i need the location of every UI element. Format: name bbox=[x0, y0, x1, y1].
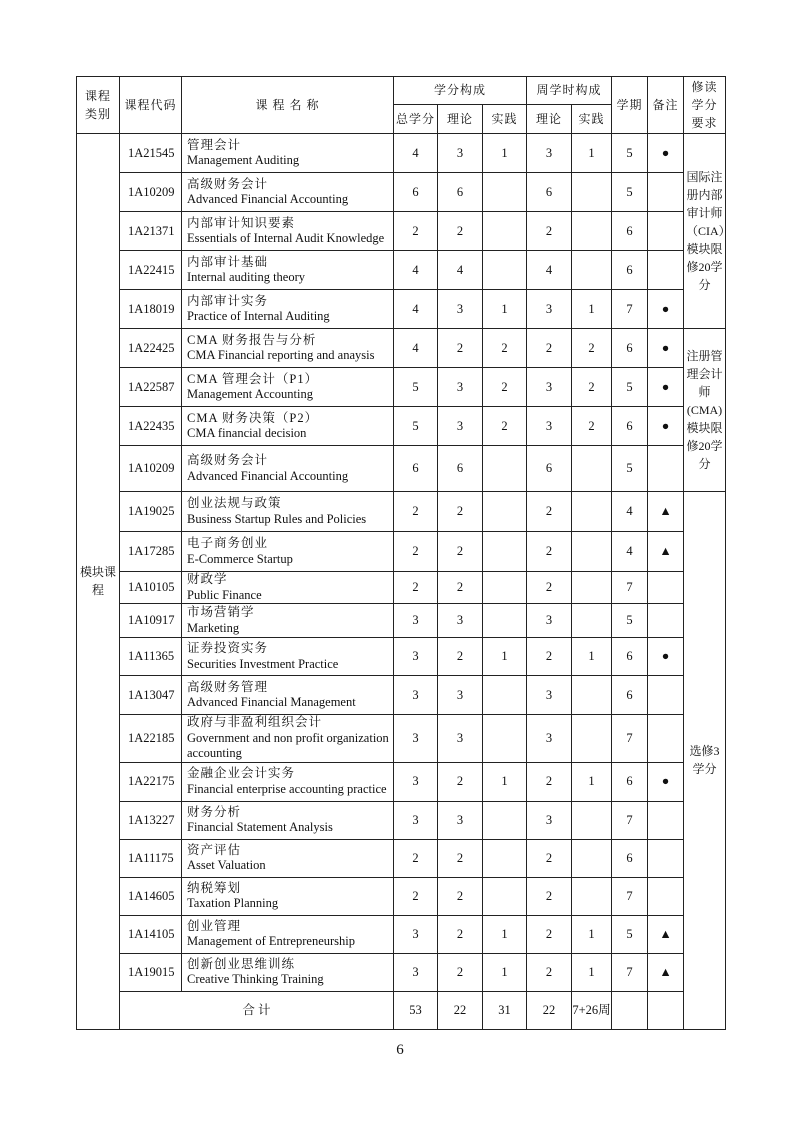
semester: 7 bbox=[612, 715, 648, 763]
course-name-en: Creative Thinking Training bbox=[187, 972, 324, 986]
course-name-en: Management of Entrepreneurship bbox=[187, 934, 355, 948]
credit-practice bbox=[483, 532, 527, 572]
credit-total: 3 bbox=[394, 762, 438, 801]
hours-practice bbox=[572, 212, 612, 251]
course-name bbox=[182, 368, 394, 407]
header-hours-theory: 理论 bbox=[527, 105, 572, 134]
credit-practice bbox=[483, 604, 527, 638]
credit-total: 3 bbox=[394, 715, 438, 763]
hours-practice: 2 bbox=[572, 368, 612, 407]
course-row bbox=[77, 953, 726, 991]
credit-practice: 1 bbox=[483, 134, 527, 173]
semester: 7 bbox=[612, 953, 648, 991]
course-code: 1A22425 bbox=[120, 329, 182, 368]
semester: 5 bbox=[612, 173, 648, 212]
hours-theory: 6 bbox=[527, 446, 572, 492]
hours-theory: 2 bbox=[527, 915, 572, 953]
course-name-en: Business Startup Rules and Policies bbox=[187, 511, 367, 526]
remark-mark bbox=[648, 446, 684, 492]
semester: 5 bbox=[612, 368, 648, 407]
course-name-en: Advanced Financial Accounting bbox=[187, 468, 349, 483]
course-row bbox=[77, 329, 726, 368]
credit-total: 4 bbox=[394, 251, 438, 290]
course-name bbox=[182, 915, 394, 953]
course-name-cn: 政府与非盈利组织会计 bbox=[187, 715, 323, 729]
credit-practice: 1 bbox=[483, 290, 527, 329]
credit-practice: 1 bbox=[483, 953, 527, 991]
hours-practice bbox=[572, 532, 612, 572]
course-name-en: Financial Statement Analysis bbox=[187, 820, 333, 834]
course-row bbox=[77, 839, 726, 877]
course-name bbox=[182, 676, 394, 715]
course-name-cn: 市场营销学 bbox=[187, 605, 255, 619]
hours-practice: 1 bbox=[572, 290, 612, 329]
credit-theory: 3 bbox=[438, 368, 483, 407]
credit-total: 2 bbox=[394, 492, 438, 532]
remark-mark bbox=[648, 676, 684, 715]
credit-practice bbox=[483, 715, 527, 763]
course-row bbox=[77, 251, 726, 290]
course-name-en: Asset Valuation bbox=[187, 858, 266, 872]
header-name: 课 程 名 称 bbox=[182, 77, 394, 134]
semester: 5 bbox=[612, 134, 648, 173]
credit-theory: 2 bbox=[438, 915, 483, 953]
credit-total: 6 bbox=[394, 446, 438, 492]
hours-theory: 2 bbox=[527, 953, 572, 991]
course-row bbox=[77, 572, 726, 604]
course-name-en: CMA financial decision bbox=[187, 426, 307, 440]
credit-practice: 2 bbox=[483, 368, 527, 407]
remark-mark bbox=[648, 212, 684, 251]
course-name bbox=[182, 251, 394, 290]
credit-theory: 2 bbox=[438, 572, 483, 604]
course-name-cn: 管理会计 bbox=[187, 137, 242, 152]
credit-theory: 4 bbox=[438, 251, 483, 290]
remark-mark bbox=[648, 572, 684, 604]
course-row bbox=[77, 638, 726, 676]
course-name-en: CMA Financial reporting and anaysis bbox=[187, 348, 375, 362]
course-name-en: Management Accounting bbox=[187, 387, 314, 401]
course-code: 1A10105 bbox=[120, 572, 182, 604]
page-number: 6 bbox=[396, 1042, 404, 1058]
hours-theory: 3 bbox=[527, 801, 572, 839]
hours-theory: 2 bbox=[527, 638, 572, 676]
course-name-cn: 财政学 bbox=[187, 572, 228, 586]
remark-mark: ● bbox=[648, 638, 684, 676]
course-name bbox=[182, 173, 394, 212]
hours-practice: 1 bbox=[572, 638, 612, 676]
course-name-cn: 纳税筹划 bbox=[187, 880, 242, 895]
course-name-en: Advanced Financial Accounting bbox=[187, 192, 349, 206]
semester: 6 bbox=[612, 638, 648, 676]
remark-mark: ▲ bbox=[648, 915, 684, 953]
credit-theory: 3 bbox=[438, 290, 483, 329]
header-credit-theory: 理论 bbox=[438, 105, 483, 134]
hours-theory: 2 bbox=[527, 762, 572, 801]
course-code: 1A21371 bbox=[120, 212, 182, 251]
course-name bbox=[182, 715, 394, 763]
total-remark bbox=[648, 991, 684, 1029]
credit-practice: 1 bbox=[483, 915, 527, 953]
course-name-en: Advanced Financial Management bbox=[187, 695, 356, 709]
hours-theory: 3 bbox=[527, 407, 572, 446]
course-name-cn: 资产评估 bbox=[187, 842, 242, 857]
hours-theory: 3 bbox=[527, 290, 572, 329]
hours-practice: 2 bbox=[572, 407, 612, 446]
hours-theory: 3 bbox=[527, 604, 572, 638]
header-credit-total: 总学分 bbox=[394, 105, 438, 134]
category-cell: 模块课程 bbox=[77, 134, 120, 1030]
course-row bbox=[77, 290, 726, 329]
course-row bbox=[77, 212, 726, 251]
semester: 6 bbox=[612, 212, 648, 251]
course-code: 1A22415 bbox=[120, 251, 182, 290]
hours-theory: 4 bbox=[527, 251, 572, 290]
total-hours-practice: 7+26周 bbox=[572, 991, 612, 1029]
credit-theory: 2 bbox=[438, 877, 483, 915]
course-name bbox=[182, 762, 394, 801]
credit-practice: 2 bbox=[483, 407, 527, 446]
hours-practice: 1 bbox=[572, 915, 612, 953]
semester: 5 bbox=[612, 446, 648, 492]
hours-theory: 3 bbox=[527, 715, 572, 763]
course-code: 1A10917 bbox=[120, 604, 182, 638]
credit-practice bbox=[483, 492, 527, 532]
remark-mark: ● bbox=[648, 329, 684, 368]
course-name-cn: 创新创业思维训练 bbox=[187, 956, 296, 971]
credit-total: 2 bbox=[394, 839, 438, 877]
credit-total: 3 bbox=[394, 915, 438, 953]
total-row bbox=[77, 991, 726, 1029]
credit-total: 2 bbox=[394, 212, 438, 251]
hours-practice bbox=[572, 604, 612, 638]
course-name-cn: 财务分析 bbox=[187, 804, 242, 819]
course-name bbox=[182, 953, 394, 991]
total-practice: 31 bbox=[483, 991, 527, 1029]
credit-theory: 3 bbox=[438, 407, 483, 446]
course-name-cn: 高级财务管理 bbox=[187, 679, 269, 694]
semester: 6 bbox=[612, 762, 648, 801]
hours-theory: 3 bbox=[527, 134, 572, 173]
credit-practice bbox=[483, 173, 527, 212]
course-code: 1A10209 bbox=[120, 446, 182, 492]
course-name bbox=[182, 446, 394, 492]
course-name bbox=[182, 492, 394, 532]
credit-theory: 2 bbox=[438, 329, 483, 368]
credit-theory: 3 bbox=[438, 676, 483, 715]
semester: 6 bbox=[612, 407, 648, 446]
course-code: 1A21545 bbox=[120, 134, 182, 173]
hours-theory: 2 bbox=[527, 492, 572, 532]
remark-mark bbox=[648, 173, 684, 212]
course-code: 1A18019 bbox=[120, 290, 182, 329]
credit-theory: 3 bbox=[438, 604, 483, 638]
course-code: 1A10209 bbox=[120, 173, 182, 212]
credit-theory: 2 bbox=[438, 953, 483, 991]
remark-mark bbox=[648, 604, 684, 638]
course-row bbox=[77, 173, 726, 212]
course-code: 1A19015 bbox=[120, 953, 182, 991]
course-row bbox=[77, 762, 726, 801]
hours-theory: 2 bbox=[527, 329, 572, 368]
course-row bbox=[77, 801, 726, 839]
hours-practice bbox=[572, 572, 612, 604]
course-name-cn: 内部审计基础 bbox=[187, 254, 269, 269]
hours-theory: 2 bbox=[527, 532, 572, 572]
course-code: 1A22587 bbox=[120, 368, 182, 407]
course-name bbox=[182, 638, 394, 676]
hours-theory: 6 bbox=[527, 173, 572, 212]
course-name-cn: 金融企业会计实务 bbox=[187, 766, 296, 780]
header-hours-group: 周学时构成 bbox=[527, 77, 612, 105]
course-name-cn: 高级财务会计 bbox=[187, 176, 269, 191]
remark-mark bbox=[648, 801, 684, 839]
semester: 4 bbox=[612, 532, 648, 572]
hours-practice: 2 bbox=[572, 329, 612, 368]
course-name-en: Management Auditing bbox=[187, 153, 300, 167]
hours-theory: 3 bbox=[527, 368, 572, 407]
header-hours-practice: 实践 bbox=[572, 105, 612, 134]
credit-practice bbox=[483, 676, 527, 715]
semester: 7 bbox=[612, 572, 648, 604]
course-table bbox=[76, 76, 731, 1030]
course-name-en: Financial enterprise accounting practice bbox=[187, 781, 387, 796]
remark-mark: ● bbox=[648, 368, 684, 407]
credit-practice: 2 bbox=[483, 329, 527, 368]
course-name-cn: 高级财务会计 bbox=[187, 453, 269, 467]
hours-practice bbox=[572, 492, 612, 532]
course-name bbox=[182, 877, 394, 915]
remark-mark: ● bbox=[648, 290, 684, 329]
total-hours-theory: 22 bbox=[527, 991, 572, 1029]
course-code: 1A22435 bbox=[120, 407, 182, 446]
hours-practice bbox=[572, 715, 612, 763]
course-name-cn: 内部审计知识要素 bbox=[187, 215, 296, 230]
header-code: 课程代码 bbox=[120, 77, 182, 134]
credit-total: 2 bbox=[394, 532, 438, 572]
total-credit: 53 bbox=[394, 991, 438, 1029]
credit-total: 3 bbox=[394, 604, 438, 638]
semester: 6 bbox=[612, 251, 648, 290]
credit-total: 2 bbox=[394, 572, 438, 604]
credit-total: 3 bbox=[394, 676, 438, 715]
header-credit-practice: 实践 bbox=[483, 105, 527, 134]
credit-theory: 2 bbox=[438, 532, 483, 572]
credit-practice bbox=[483, 572, 527, 604]
course-name-cn: 创业管理 bbox=[187, 918, 242, 933]
credit-total: 3 bbox=[394, 801, 438, 839]
credit-total: 4 bbox=[394, 290, 438, 329]
credit-practice bbox=[483, 877, 527, 915]
course-name bbox=[182, 134, 394, 173]
header-row-1 bbox=[77, 77, 726, 105]
course-row bbox=[77, 134, 726, 173]
remark-mark bbox=[648, 877, 684, 915]
hours-practice bbox=[572, 446, 612, 492]
credit-practice bbox=[483, 212, 527, 251]
course-name-cn: CMA 财务报告与分析 bbox=[187, 332, 317, 347]
course-code: 1A11175 bbox=[120, 839, 182, 877]
remark-mark: ▲ bbox=[648, 532, 684, 572]
hours-practice bbox=[572, 839, 612, 877]
total-semester bbox=[612, 991, 648, 1029]
hours-practice: 1 bbox=[572, 762, 612, 801]
hours-practice bbox=[572, 877, 612, 915]
requirement-cia: 国际注册内部审计师（CIA）模块限修20学分 bbox=[684, 134, 726, 329]
course-row bbox=[77, 915, 726, 953]
credit-theory: 2 bbox=[438, 839, 483, 877]
credit-practice bbox=[483, 839, 527, 877]
semester: 7 bbox=[612, 877, 648, 915]
credit-total: 5 bbox=[394, 368, 438, 407]
credit-theory: 2 bbox=[438, 492, 483, 532]
credit-practice: 1 bbox=[483, 762, 527, 801]
credit-practice bbox=[483, 251, 527, 290]
credit-theory: 6 bbox=[438, 446, 483, 492]
remark-mark bbox=[648, 715, 684, 763]
course-code: 1A19025 bbox=[120, 492, 182, 532]
course-name-en: Marketing bbox=[187, 620, 240, 635]
header-category: 课程类别 bbox=[77, 77, 120, 134]
hours-practice bbox=[572, 251, 612, 290]
course-row bbox=[77, 676, 726, 715]
course-name bbox=[182, 290, 394, 329]
course-name bbox=[182, 532, 394, 572]
remark-mark bbox=[648, 839, 684, 877]
course-name-cn: 电子商务创业 bbox=[187, 536, 269, 550]
credit-theory: 6 bbox=[438, 173, 483, 212]
course-code: 1A22185 bbox=[120, 715, 182, 763]
credit-practice: 1 bbox=[483, 638, 527, 676]
course-name-cn: CMA 财务决策（P2） bbox=[187, 410, 319, 425]
course-name-en: E-Commerce Startup bbox=[187, 551, 293, 566]
remark-mark: ● bbox=[648, 407, 684, 446]
course-name-en: Securities Investment Practice bbox=[187, 656, 339, 671]
course-name bbox=[182, 801, 394, 839]
course-name bbox=[182, 572, 394, 604]
credit-practice bbox=[483, 801, 527, 839]
semester: 6 bbox=[612, 839, 648, 877]
credit-theory: 2 bbox=[438, 762, 483, 801]
course-code: 1A14605 bbox=[120, 877, 182, 915]
total-theory: 22 bbox=[438, 991, 483, 1029]
course-name-en: Essentials of Internal Audit Knowledge bbox=[187, 231, 385, 245]
remark-mark bbox=[648, 251, 684, 290]
hours-theory: 2 bbox=[527, 572, 572, 604]
course-row bbox=[77, 446, 726, 492]
course-name bbox=[182, 212, 394, 251]
header-credit-group: 学分构成 bbox=[394, 77, 527, 105]
semester: 7 bbox=[612, 290, 648, 329]
header-remark: 备注 bbox=[648, 77, 684, 134]
course-code: 1A17285 bbox=[120, 532, 182, 572]
credit-practice bbox=[483, 446, 527, 492]
header-requirement: 修读学分要求 bbox=[684, 77, 726, 134]
credit-theory: 3 bbox=[438, 801, 483, 839]
course-name-cn: 创业法规与政策 bbox=[187, 496, 282, 510]
course-name-cn: CMA 管理会计（P1） bbox=[187, 371, 319, 386]
hours-theory: 2 bbox=[527, 877, 572, 915]
credit-theory: 2 bbox=[438, 212, 483, 251]
course-name-en: Government and non profit organization accounting bbox=[187, 730, 389, 760]
course-code: 1A13047 bbox=[120, 676, 182, 715]
course-row bbox=[77, 604, 726, 638]
semester: 6 bbox=[612, 329, 648, 368]
course-row bbox=[77, 715, 726, 763]
course-name bbox=[182, 329, 394, 368]
credit-theory: 2 bbox=[438, 638, 483, 676]
course-row bbox=[77, 407, 726, 446]
semester: 5 bbox=[612, 915, 648, 953]
remark-mark: ▲ bbox=[648, 492, 684, 532]
hours-practice bbox=[572, 676, 612, 715]
hours-practice bbox=[572, 173, 612, 212]
credit-theory: 3 bbox=[438, 134, 483, 173]
course-row bbox=[77, 492, 726, 532]
credit-total: 6 bbox=[394, 173, 438, 212]
semester: 5 bbox=[612, 604, 648, 638]
course-row bbox=[77, 368, 726, 407]
credit-total: 2 bbox=[394, 877, 438, 915]
hours-practice bbox=[572, 801, 612, 839]
credit-total: 4 bbox=[394, 329, 438, 368]
hours-theory: 3 bbox=[527, 676, 572, 715]
course-code: 1A14105 bbox=[120, 915, 182, 953]
credit-theory: 3 bbox=[438, 715, 483, 763]
semester: 6 bbox=[612, 676, 648, 715]
course-row bbox=[77, 532, 726, 572]
semester: 7 bbox=[612, 801, 648, 839]
remark-mark: ● bbox=[648, 134, 684, 173]
hours-theory: 2 bbox=[527, 212, 572, 251]
hours-practice: 1 bbox=[572, 953, 612, 991]
course-name bbox=[182, 604, 394, 638]
course-name-cn: 证券投资实务 bbox=[187, 641, 269, 655]
course-name-en: Public Finance bbox=[187, 587, 262, 602]
remark-mark: ● bbox=[648, 762, 684, 801]
course-name-en: Taxation Planning bbox=[187, 896, 279, 910]
course-name-en: Internal auditing theory bbox=[187, 270, 306, 284]
course-row bbox=[77, 877, 726, 915]
course-code: 1A11365 bbox=[120, 638, 182, 676]
requirement-cma: 注册管理会计师(CMA)模块限修20学分 bbox=[684, 329, 726, 492]
course-code: 1A22175 bbox=[120, 762, 182, 801]
semester: 4 bbox=[612, 492, 648, 532]
credit-total: 5 bbox=[394, 407, 438, 446]
credit-total: 3 bbox=[394, 953, 438, 991]
total-label: 合 计 bbox=[120, 991, 394, 1029]
remark-mark: ▲ bbox=[648, 953, 684, 991]
requirement-elective: 选修3学分 bbox=[684, 492, 726, 1030]
course-name-en: Practice of Internal Auditing bbox=[187, 309, 330, 323]
header-semester: 学期 bbox=[612, 77, 648, 134]
hours-theory: 2 bbox=[527, 839, 572, 877]
course-name bbox=[182, 407, 394, 446]
hours-practice: 1 bbox=[572, 134, 612, 173]
course-code: 1A13227 bbox=[120, 801, 182, 839]
credit-total: 3 bbox=[394, 638, 438, 676]
course-name bbox=[182, 839, 394, 877]
credit-total: 4 bbox=[394, 134, 438, 173]
course-name-cn: 内部审计实务 bbox=[187, 293, 269, 308]
